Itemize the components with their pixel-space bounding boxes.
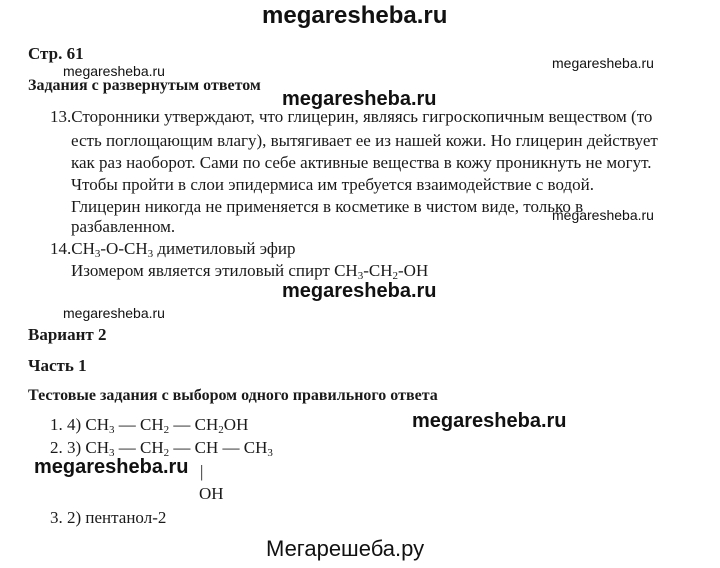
page-label: Стр. 61 — [28, 44, 84, 63]
item13-line: разбавленном. — [71, 217, 176, 236]
part-title: Часть 1 — [28, 356, 87, 375]
answer-2: 2. 3) $CH_3$ — $CH_2$ — CH — $CH_3$ — [50, 438, 273, 459]
section-title: Задания с развернутым ответом — [28, 77, 261, 94]
answer-2-oh: OH — [199, 484, 224, 503]
item13-line: есть поглощающим влагу), вытягивает ее из нашей кожи. Но глицерин действует — [71, 131, 658, 150]
watermark-small: megaresheba.ru — [63, 305, 165, 321]
watermark-bold: megaresheba.ru — [34, 456, 189, 478]
watermark-bold: megaresheba.ru — [282, 88, 437, 110]
answer-3: 3. 2) пентанол-2 — [50, 508, 167, 527]
item13-line: как раз наоборот. Сами по себе активные вещества в кожу проникнуть не могут. — [71, 153, 652, 172]
answer-2-bond: | — [200, 462, 204, 481]
tests-title: Тестовые задания с выбором одного правильного ответа — [28, 387, 438, 404]
answer-1: 1. 4) $CH_3$ — $CH_2$ — $CH_2OH$ — [50, 415, 249, 436]
item13-line: Глицерин никогда не применяется в косметике в чистом виде, только в — [71, 197, 584, 216]
item14-formula: $14.CH_3-O-CH_3$ диметиловый эфир — [50, 239, 296, 260]
watermark-bold: megaresheba.ru — [412, 410, 567, 432]
watermark-small: megaresheba.ru — [552, 55, 654, 71]
watermark-small: megaresheba.ru — [63, 63, 165, 79]
item14-isomer: Изомером является этиловый спирт $CH_3-CH_2-OH$ — [71, 261, 429, 282]
item13-line: 13.Сторонники утверждают, что глицерин, являясь гигроскопичным веществом (то — [50, 107, 653, 126]
watermark-bottom: Мегарешеба.ру — [266, 536, 425, 561]
item13-line: Чтобы пройти в слои эпидермиса им требуется взаимодействие с водой. — [71, 175, 594, 194]
watermark-top: megaresheba.ru — [262, 2, 448, 29]
watermark-small: megaresheba.ru — [552, 207, 654, 223]
watermark-bold: megaresheba.ru — [282, 280, 437, 302]
variant-title: Вариант 2 — [28, 325, 107, 344]
